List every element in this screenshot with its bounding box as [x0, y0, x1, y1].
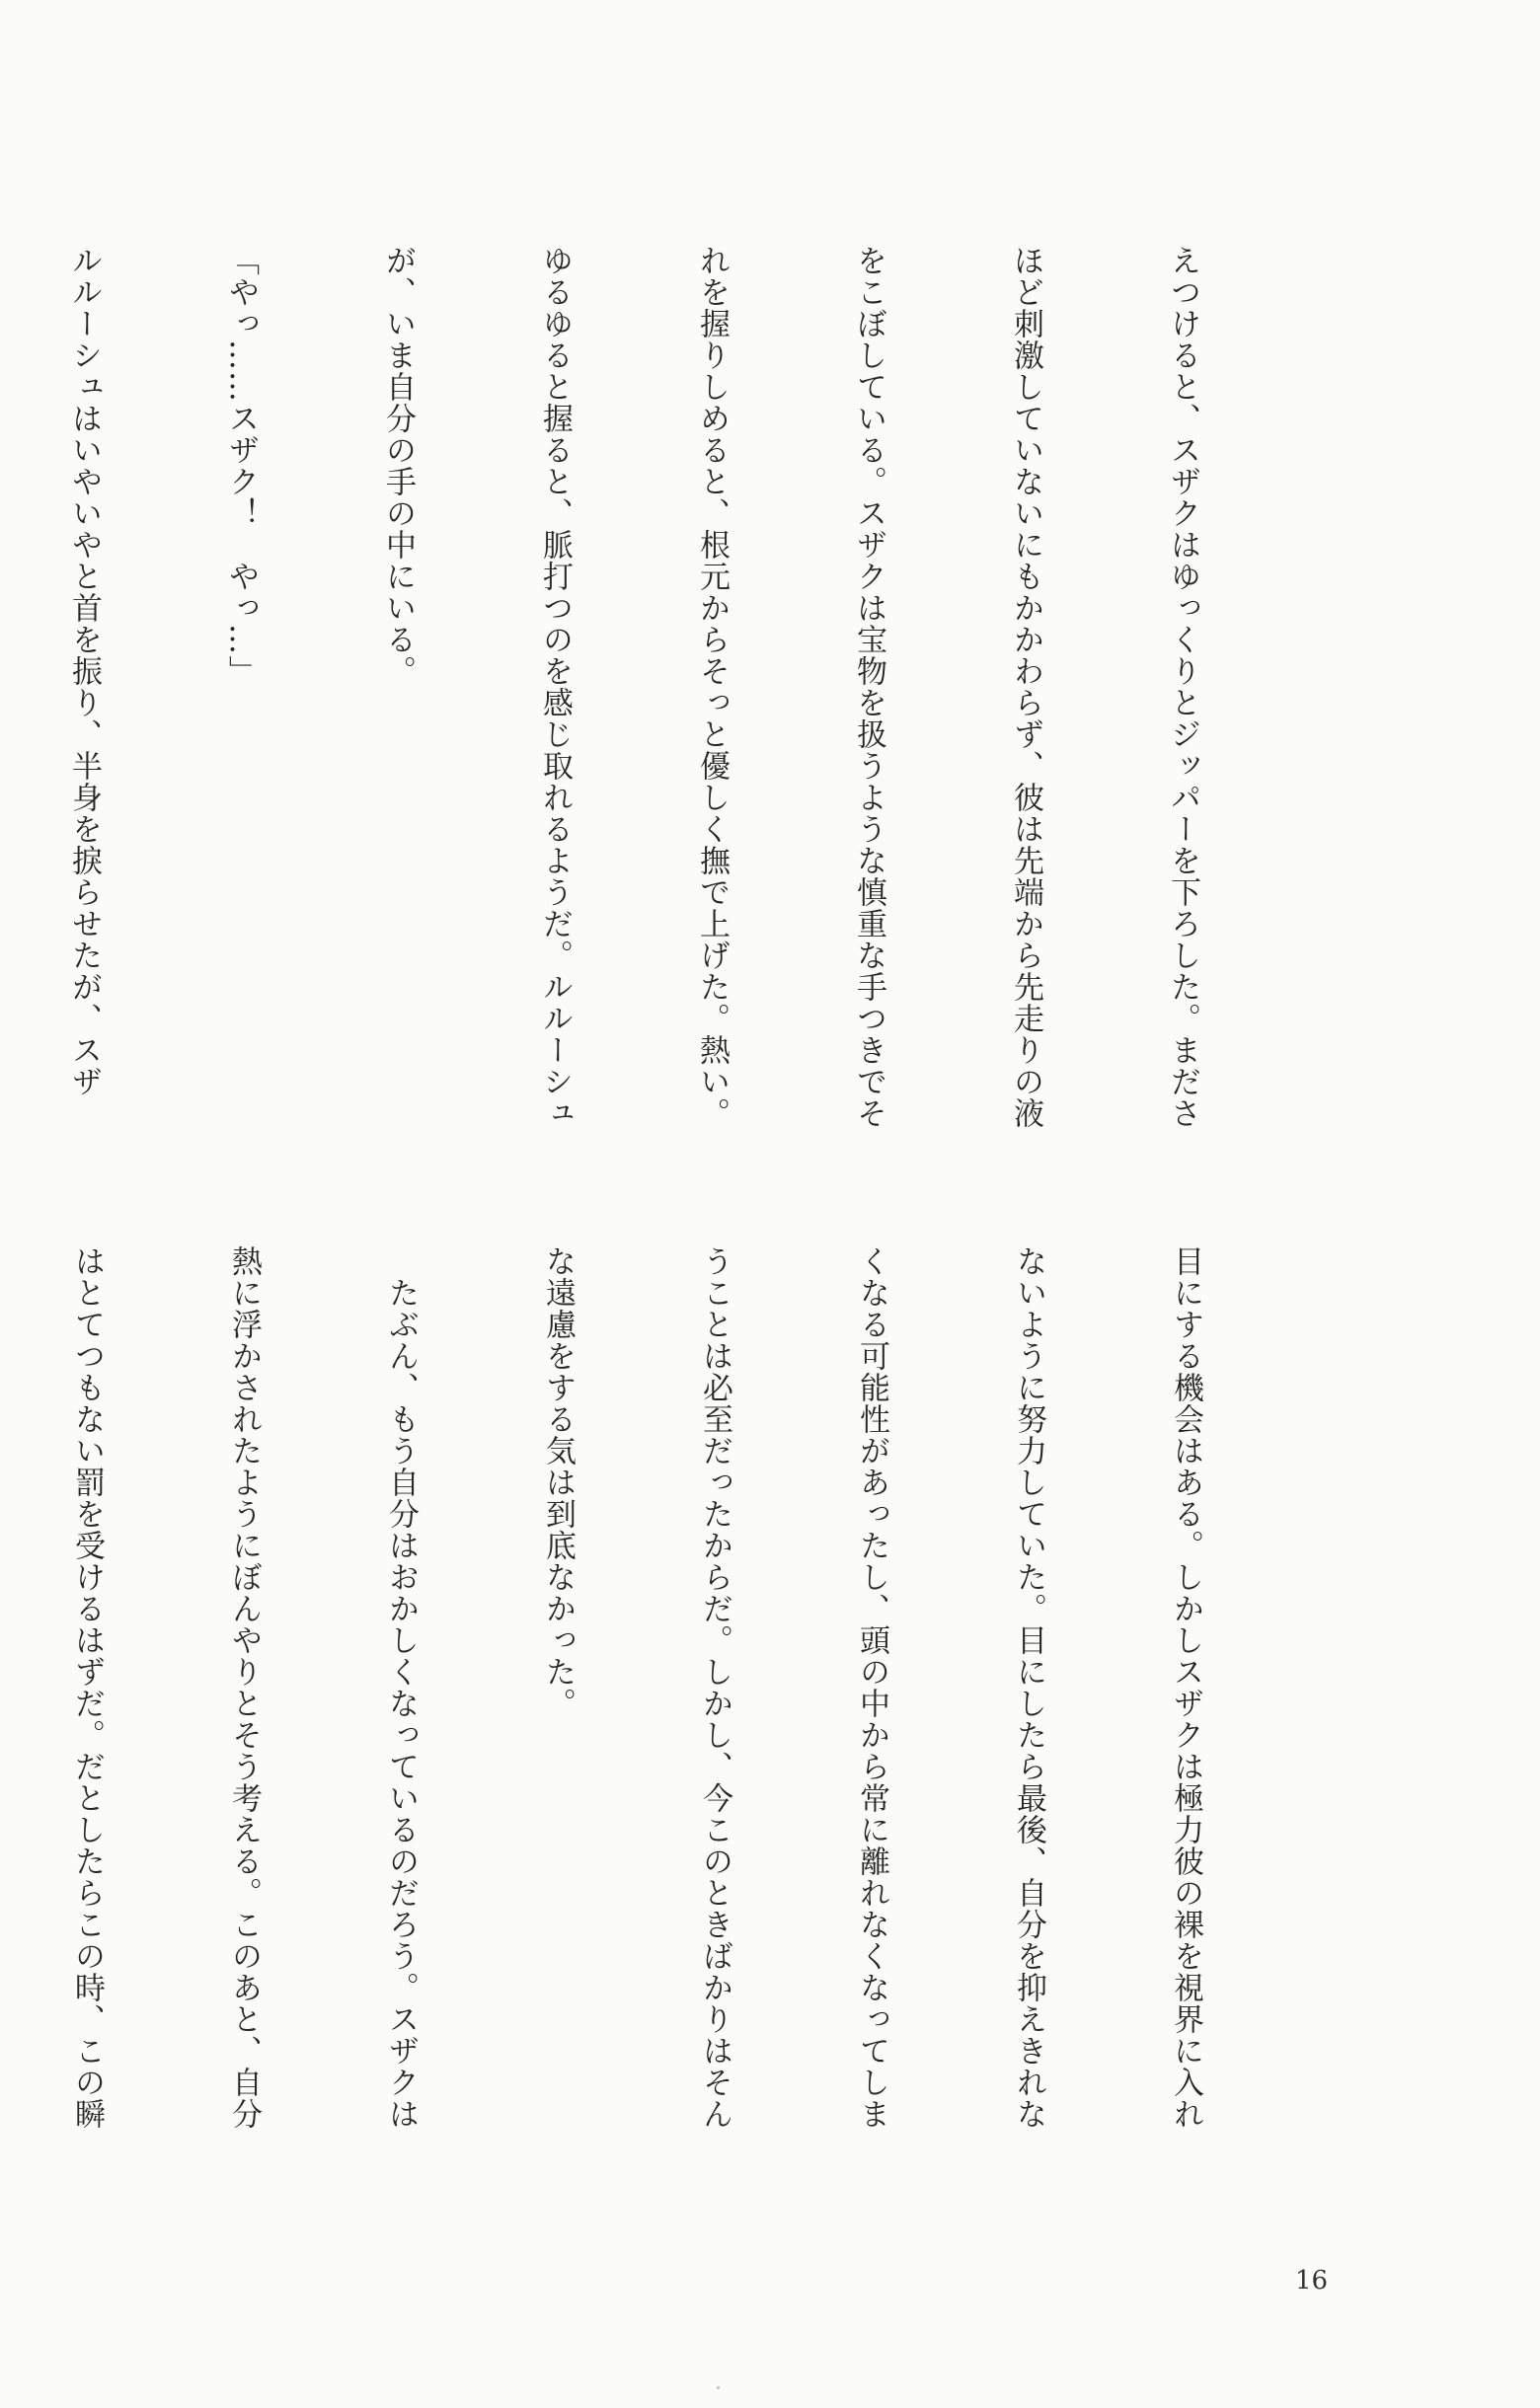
- text-line: ないように努力していた。目にしたら最後、自分を抑えきれな: [1011, 1245, 1046, 2130]
- text-line: ほど刺激していないにもかかわらず、彼は先端から先走りの液: [1008, 245, 1043, 1129]
- text-line: が、いま自分の手の中にいる。: [380, 245, 416, 687]
- text-block-bottom: [69, 1245, 1316, 2183]
- text-block-top: [66, 245, 1313, 1182]
- text-line: 目にする機会はある。しかしスザクは極力彼の裸を視界に入れ: [1168, 1245, 1203, 2130]
- text-line: ゆるゆると握ると、脈打つのを感じ取れるようだ。ルルーシュ: [537, 245, 573, 1129]
- text-line: くなる可能性があったし、頭の中から常に離れなくなってしま: [854, 1245, 889, 2130]
- text-line: な遠慮をする気は到底なかった。: [540, 1245, 576, 1719]
- page-number: 16: [1295, 2266, 1329, 2295]
- text-line: うことは必至だったからだ。しかし、今このときばかりはそん: [697, 1245, 732, 2130]
- text-line: はとてつもない罰を受けるはずだ。だとしたらこの時、この瞬: [69, 1245, 105, 2130]
- text-line: れを握りしめると、根元からそっと優しく撫で上げた。熱い。: [694, 245, 730, 1129]
- text-line: 「やっ……スザク！ やっ…」: [223, 245, 259, 687]
- text-line: ルルーシュはいやいやと首を振り、半身を捩らせたが、スザ: [66, 245, 102, 1097]
- text-line: えつけると、スザクはゆっくりとジッパーを下ろした。まださ: [1165, 245, 1200, 1129]
- text-line: 熱に浮かされたようにぼんやりとそう考える。このあと、自分: [226, 1245, 262, 2130]
- text-line: をこぼしている。スザクは宝物を扱うような慎重な手つきでそ: [851, 245, 886, 1129]
- paper-speck: [717, 2386, 720, 2389]
- text-line: たぶん、もう自分はおかしくなっているのだろう。スザクは: [383, 1245, 419, 2130]
